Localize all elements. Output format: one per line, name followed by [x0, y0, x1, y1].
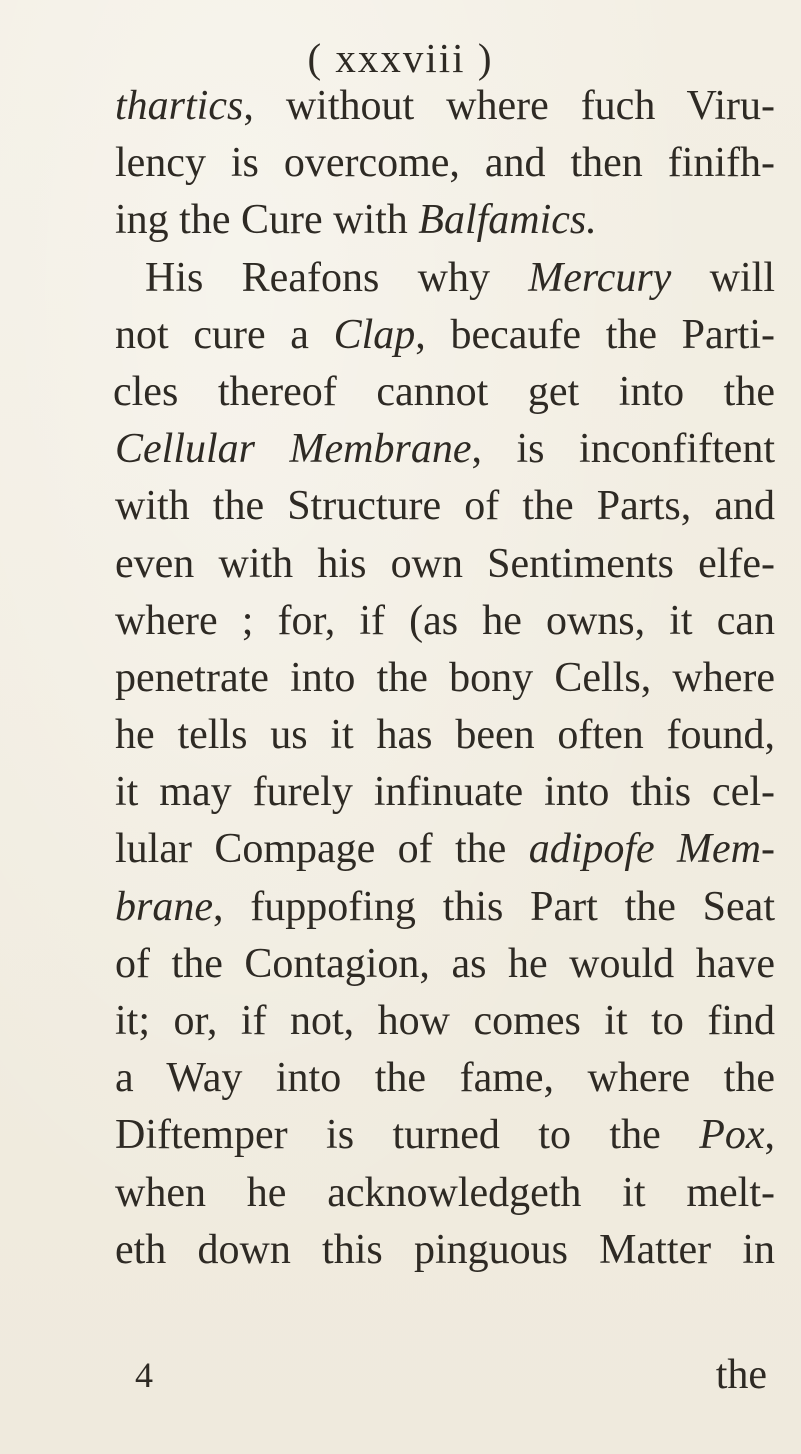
- text-line: [115, 1165, 775, 1222]
- text-segment: it may furely infinuate into this cel-: [115, 769, 775, 816]
- text-line: [115, 135, 775, 192]
- italic-text: Balfamics.: [418, 197, 597, 244]
- text-segment: when he acknowledgeth it melt-: [115, 1169, 775, 1216]
- text-segment: lular Compage of the: [115, 826, 529, 873]
- text-line: [115, 192, 775, 249]
- text-segment: , is inconfiftent: [471, 426, 775, 473]
- text-line: [115, 650, 775, 707]
- text-segment: lency is overcome, and then finifh-: [115, 140, 775, 187]
- italic-text: Cellular Membrane: [115, 426, 472, 473]
- text-segment: , without where fuch Viru-: [243, 83, 775, 129]
- text-line: [115, 307, 775, 364]
- text-segment: where ; for, if (as he owns, it can: [115, 597, 775, 644]
- text-segment: it; or, if not, how comes it to find: [115, 998, 775, 1044]
- text-segment: ing the Cure with: [115, 197, 419, 244]
- text-line: [115, 1107, 775, 1164]
- text-segment: eth down this pinguous Matter in: [115, 1226, 775, 1273]
- text-line: [113, 364, 775, 421]
- page-footer: [115, 1347, 775, 1404]
- italic-text: brane: [115, 883, 213, 930]
- text-segment: penetrate into the bony Cells, where: [115, 654, 775, 701]
- text-line: [115, 478, 775, 535]
- text-segment: ,: [764, 1112, 775, 1159]
- text-line: [115, 821, 775, 878]
- text-line: [115, 250, 775, 307]
- text-segment: even with his own Sentiments elfe-: [115, 540, 775, 587]
- text-line: [115, 593, 775, 650]
- text-line: [115, 764, 775, 821]
- text-line: [115, 78, 775, 135]
- italic-text: adipofe Mem-: [528, 826, 775, 873]
- text-segment: cles thereof cannot get into the: [113, 368, 775, 415]
- catchword: the: [715, 1352, 767, 1398]
- page-number-header: ( xxxviii ): [307, 35, 494, 81]
- text-segment: not cure a: [115, 311, 334, 358]
- text-segment: of the Contagion, as he would have: [115, 940, 775, 987]
- text-line: [115, 993, 775, 1050]
- body-text: [115, 78, 775, 1279]
- italic-text: Mercury: [528, 254, 672, 301]
- italic-text: thartics: [115, 83, 244, 129]
- text-line: [115, 879, 775, 936]
- text-line: [115, 936, 775, 993]
- signature-mark: 4: [135, 1355, 153, 1395]
- text-segment: Diftemper is turned to the: [115, 1112, 700, 1159]
- text-segment: will: [671, 254, 775, 301]
- text-segment: he tells us it has been often found,: [115, 712, 775, 759]
- italic-text: Pox: [699, 1112, 765, 1159]
- text-line: [115, 536, 775, 593]
- text-segment: with the Structure of the Parts, and: [115, 483, 775, 530]
- text-segment: , fuppofing this Part the Seat: [213, 883, 775, 930]
- text-line: [115, 1050, 775, 1107]
- italic-text: Clap: [333, 311, 416, 358]
- text-line: [115, 1222, 775, 1279]
- text-segment: , becaufe the Parti-: [415, 311, 775, 358]
- text-segment: His Reafons why: [145, 254, 529, 301]
- text-line: [115, 707, 775, 764]
- text-segment: a Way into the fame, where the: [115, 1055, 775, 1102]
- text-line: [115, 421, 775, 478]
